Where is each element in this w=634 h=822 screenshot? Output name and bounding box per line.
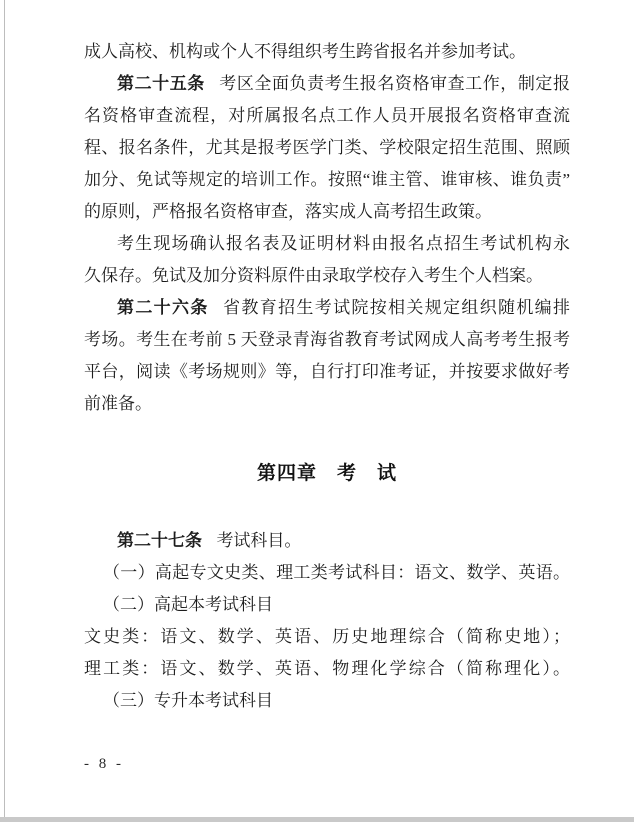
page-number: - 8 - bbox=[84, 756, 124, 772]
chapter-heading: 第四章 考 试 bbox=[256, 463, 397, 484]
line-text: （三）专升本考试科目 bbox=[103, 691, 273, 710]
text-line bbox=[84, 36, 570, 68]
line-text: 考生现场确认报名表及证明材料由报名点招生考试机构永 bbox=[117, 234, 570, 253]
line-text: 名资格审查流程，对所属报名点工作人员开展报名资格审查流 bbox=[84, 106, 570, 125]
article-number: 第二十七条 bbox=[117, 531, 202, 550]
text-line bbox=[84, 68, 570, 100]
text-line bbox=[84, 196, 570, 228]
line-text: 考试科目。 bbox=[216, 531, 302, 550]
text-line bbox=[84, 260, 570, 292]
line-text: （一）高起专文史类、理工类考试科目：语文、数学、英语。 bbox=[103, 563, 570, 582]
paragraphs-before-chapter bbox=[84, 36, 570, 420]
line-text: （二）高起本考试科目 bbox=[103, 595, 273, 614]
text-line bbox=[84, 356, 570, 388]
text-line bbox=[84, 132, 570, 164]
text-line bbox=[84, 589, 570, 621]
text-line bbox=[84, 621, 570, 653]
document-body bbox=[84, 36, 570, 717]
text-line bbox=[84, 228, 570, 260]
text-line bbox=[84, 388, 570, 420]
text-line bbox=[84, 685, 570, 717]
line-text: 加分、免试等规定的培训工作。按照“谁主管、谁审核、谁负责” bbox=[84, 170, 570, 189]
page-bottom-edge bbox=[0, 817, 634, 822]
line-text: 成人高校、机构或个人不得组织考生跨省报名并参加考试。 bbox=[84, 42, 526, 61]
line-text: 考区全面负责考生报名资格审查工作，制定报 bbox=[219, 74, 571, 93]
text-line bbox=[84, 292, 570, 324]
line-text: 的原则，严格报名资格审查，落实成人高考招生政策。 bbox=[84, 202, 492, 221]
page-left-border-line bbox=[4, 0, 5, 822]
article-number: 第二十五条 bbox=[117, 74, 205, 93]
line-text: 程、报名条件，尤其是报考医学门类、学校限定招生范围、照顾 bbox=[84, 138, 570, 157]
text-line bbox=[84, 164, 570, 196]
paragraphs-after-chapter bbox=[84, 525, 570, 717]
line-text: 平台，阅读《考场规则》等，自行打印准考证，并按要求做好考 bbox=[84, 362, 570, 381]
text-line bbox=[84, 653, 570, 685]
line-text: 久保存。免试及加分资料原件由录取学校存入考生个人档案。 bbox=[84, 266, 543, 285]
line-text: 理工类：语文、数学、英语、物理化学综合（简称理化）。 bbox=[84, 659, 570, 678]
line-text: 省教育招生考试院按相关规定组织随机编排 bbox=[223, 298, 571, 317]
text-line bbox=[84, 324, 570, 356]
line-text: 前准备。 bbox=[84, 394, 152, 413]
text-line bbox=[84, 525, 570, 557]
line-text: 考场。考生在考前 5 天登录青海省教育考试网成人高考考生报考 bbox=[84, 330, 570, 349]
line-text: 文史类：语文、数学、英语、历史地理综合（简称史地）； bbox=[84, 627, 570, 646]
text-line bbox=[84, 100, 570, 132]
article-number: 第二十六条 bbox=[117, 298, 209, 317]
text-line bbox=[84, 557, 570, 589]
